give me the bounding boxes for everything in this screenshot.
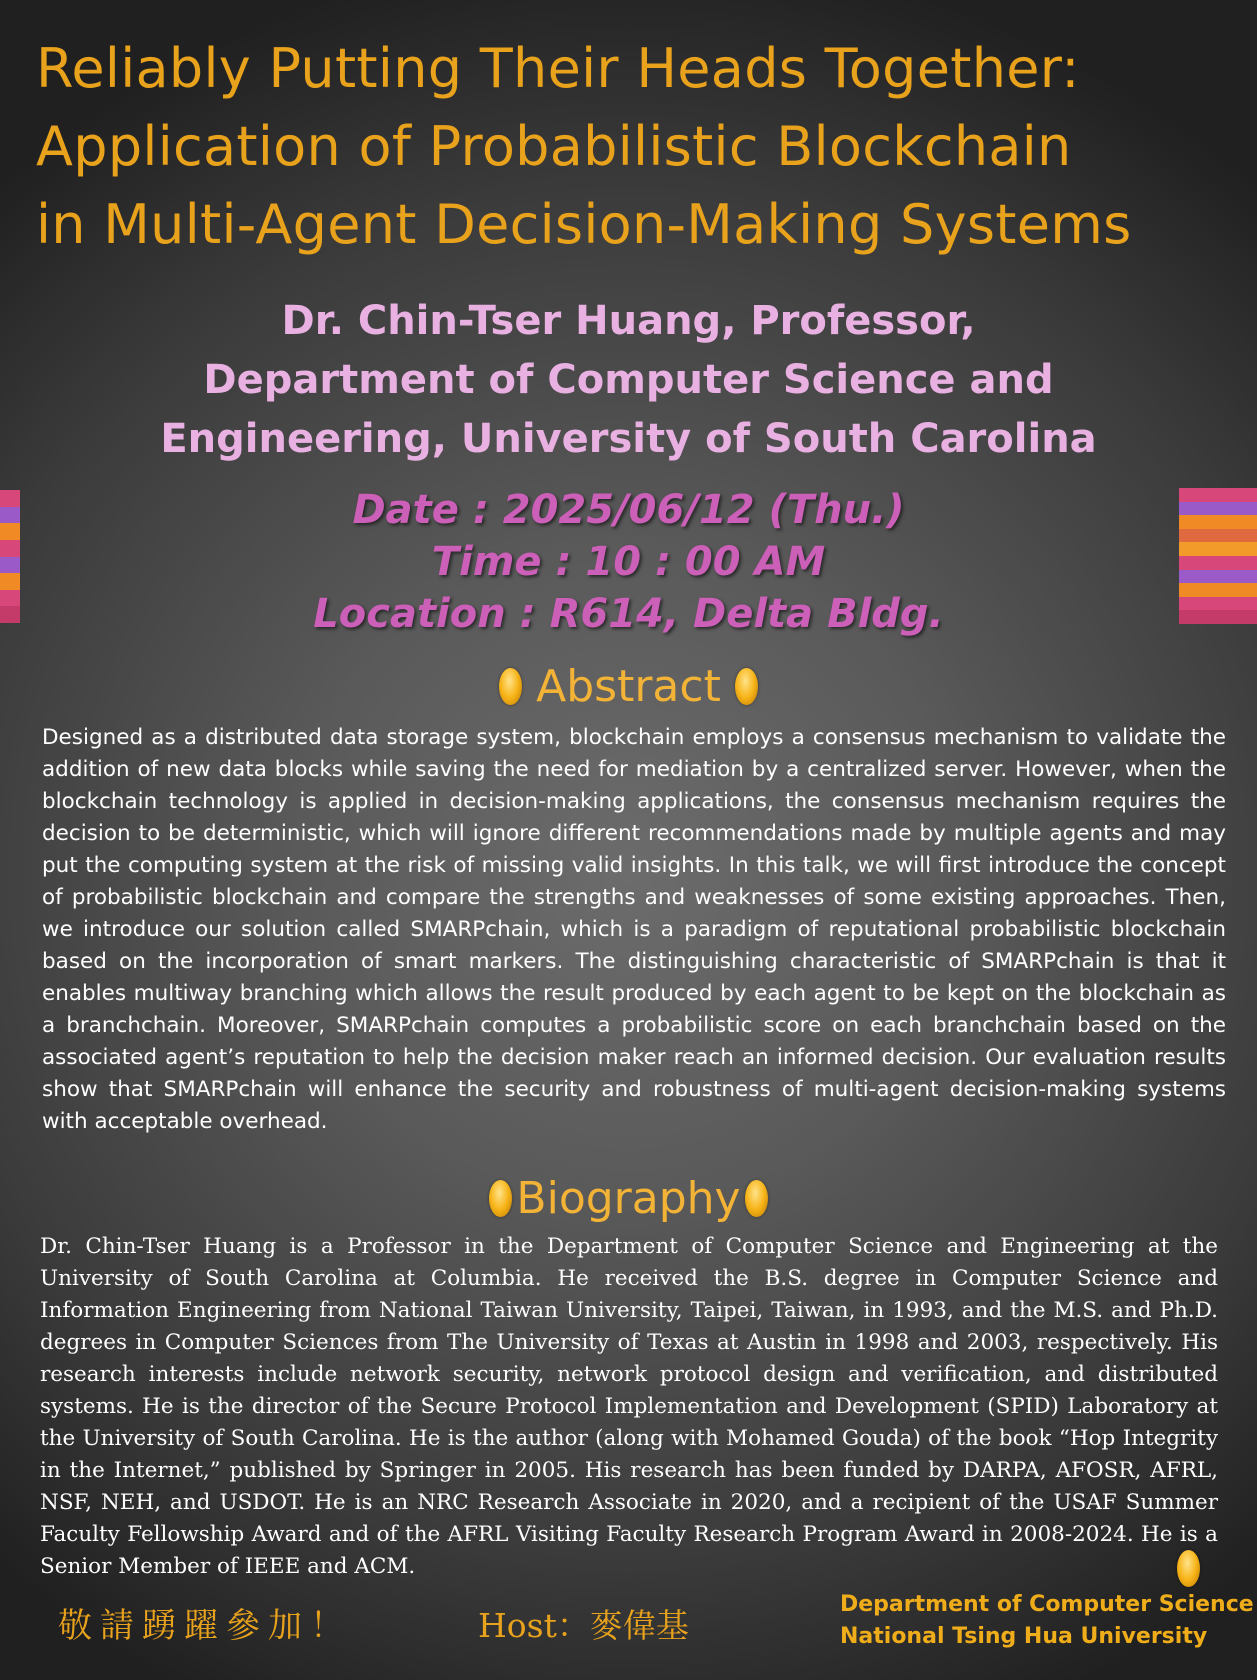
speaker-line-3: Engineering, University of South Carolina: [160, 416, 1097, 462]
department-logo-text: [840, 1589, 1254, 1653]
event-time: Time : 10 : 00 AM: [431, 539, 826, 585]
gold-bullet-icon: [1177, 1550, 1200, 1587]
speaker-line-2: Department of Computer Science and: [203, 357, 1054, 403]
host-name: Host：麥偉基: [478, 1606, 689, 1645]
talk-title-line-3: in Multi-Agent Decision-Making Systems: [36, 193, 1132, 256]
gold-bullet-icon: [735, 668, 758, 705]
speaker-line-1: Dr. Chin-Tser Huang, Professor,: [281, 298, 976, 344]
abstract-heading-label: Abstract: [536, 660, 721, 712]
abstract-heading: [0, 658, 1257, 714]
welcome-message: 敬請踴躍參加！: [58, 1606, 352, 1646]
talk-title: [36, 30, 1236, 264]
gold-bullet-icon: [489, 1180, 512, 1217]
department-line-2: National Tsing Hua University: [840, 1624, 1208, 1649]
event-details: [0, 484, 1257, 640]
gold-bullet-icon: [499, 668, 522, 705]
biography-text: Dr. Chin-Tser Huang is a Professor in the Department of Computer Science and Engineering at the University of South Carolina at Columbia. He received the B.S. degree in Computer Science and Information Engineering from National Taiwan University, Taipei, Taiwan, in 1993, and the M.S. and Ph.D. degrees in Computer Sciences from The University of Texas at Austin in 1998 and 2003, respectively. His research interests include network security, network protocol design and verification, and distributed systems. He is the director of the Secure Protocol Implementation and Development (SPID) Laboratory at the University of South Carolina. He is the author (along with Mohamed Gouda) of the book “Hop Integrity in the Internet,” published by Springer in 2005. His research has been funded by DARPA, AFOSR, AFRL, NSF, NEH, and USDOT. He is an NRC Research Associate in 2020, and a recipient of the USAF Summer Faculty Fellowship Award and of the AFRL Visiting Faculty Research Program Award in 2008-2024. He is a Senior Member of IEEE and ACM.: [40, 1234, 1218, 1579]
gold-bullet-icon: [745, 1180, 768, 1217]
abstract-text: Designed as a distributed data storage system, blockchain employs a consensus mechanism to validate the addition of new data blocks while saving the need for mediation by a centralized server. However, when the blockchain technology is applied in decision-making applications, the consensus mechanism requires the decision to be deterministic, which will ignore different recommendations made by multiple agents and may put the computing system at the risk of missing valid insights. In this talk, we will first introduce the concept of probabilistic blockchain and compare the strengths and weaknesses of some existing approaches. Then, we introduce our solution called SMARPchain, which is a paradigm of reputational probabilistic blockchain based on the incorporation of smart markers. The distinguishing characteristic of SMARPchain is that it enables multiway branching which allows the result produced by each agent to be kept on the blockchain as a branchchain. Moreover, SMARPchain computes a probabilistic score on each branchchain based on the associated agent’s reputation to help the decision maker reach an informed decision. Our evaluation results show that SMARPchain will enhance the security and robustness of multi-agent decision-making systems with acceptable overhead.: [42, 725, 1226, 1134]
biography-heading: [0, 1170, 1257, 1226]
talk-title-line-1: Reliably Putting Their Heads Together:: [36, 37, 1080, 100]
event-date: Date : 2025/06/12 (Thu.): [352, 487, 905, 533]
speaker-info: [0, 292, 1257, 469]
talk-title-line-2: Application of Probabilistic Blockchain: [36, 115, 1072, 178]
biography-heading-label: Biography: [516, 1172, 741, 1224]
decorative-stripes-right: [1179, 488, 1257, 624]
department-line-1: Department of Computer Science: [840, 1592, 1254, 1617]
event-location: Location : R614, Delta Bldg.: [313, 591, 944, 637]
